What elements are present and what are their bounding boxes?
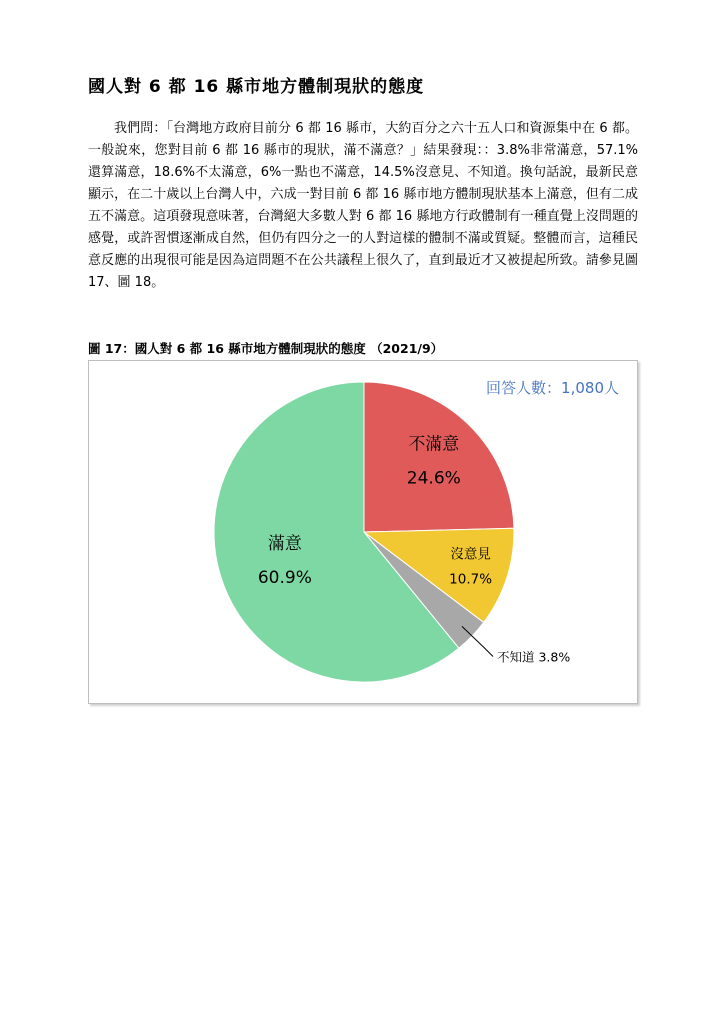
slice-label: 滿意 <box>267 534 302 555</box>
slice-value-label: 10.7% <box>449 571 493 588</box>
slice-value-label: 24.6% <box>406 468 461 489</box>
figure-caption: 圖 17：國人對 6 都 16 縣市地方體制現狀的態度 （2021/9） <box>88 341 444 356</box>
pie-slice <box>364 382 514 532</box>
slice-value-label: 60.9% <box>257 568 312 589</box>
page-heading: 國人對 6 都 16 縣市地方體制現狀的態度 <box>88 77 425 97</box>
slice-label: 不滿意 <box>408 434 460 455</box>
respondents-count: 回答人數：1,080人 <box>486 379 619 397</box>
pie-chart <box>89 361 637 703</box>
slice-value-label: 不知道 3.8% <box>497 649 571 665</box>
pie-chart-frame <box>88 360 638 704</box>
slice-label: 沒意見 <box>450 546 491 563</box>
body-paragraph: 我們問：「台灣地方政府目前分 6 都 16 縣市，大約百分之六十五人口和資源集中在 6 都。一般說來，您對目前 6 都 16 縣市的現狀，滿不滿意？」結果發現：：3.8%非常滿意，57.1%還算滿意，18.6%不太滿意，6%一點也不滿意，14.5%沒意見、不知道。換句話說，最新民意顯示，在二十歲以上台灣人中，六成一對目前 6 都 16 縣市地方體制現狀基本上滿意，但有二成五不滿意。這項發現意味著，台灣絕大多數人對 6 都 16 縣地方行政體制有一種直覺上沒問題的感覺，或許習慣逐漸成自然，但仍有四分之一的人對這樣的體制不滿或質疑。整體而言，這種民意反應的出現很可能是因為這問題不在公共議程上很久了，直到最近才又被提起所致。請參見圖 17、圖 18。 <box>88 121 638 290</box>
